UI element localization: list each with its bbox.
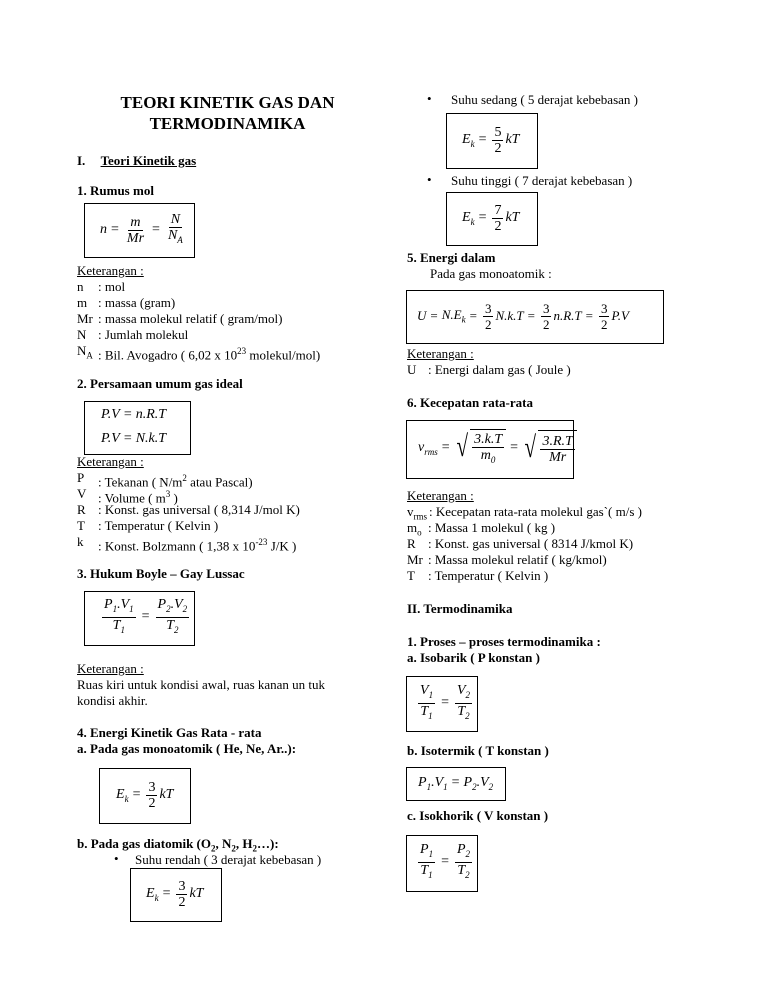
energi-dalam-sub: Pada gas monoatomik : [430, 266, 552, 281]
rumus-mol-heading: 1. Rumus mol [77, 183, 154, 198]
ket1-row: m : massa (gram) [77, 295, 176, 310]
gas-ideal-heading: 2. Persamaan umum gas ideal [77, 376, 243, 391]
bullet-icon: • [427, 91, 432, 106]
isokhorik-formula: $\frac{P_1}{T_1}$ = $\frac{P_2}{T_2}$ [420, 841, 471, 880]
ket2-row: V : Volume ( $m^3$ ) [77, 486, 178, 506]
section-1-heading [77, 153, 196, 169]
ek-heading: 4. Energi Kinetik Gas Rata - rata [77, 725, 262, 740]
section-1-number: I. [77, 153, 86, 168]
suhu-tinggi-label: Suhu tinggi ( 7 derajat kebebasan ) [451, 173, 633, 188]
isobarik-heading: a. Isobarik ( P konstan ) [407, 650, 540, 665]
vrms-formula: $v_{rms}$ = √ $\frac{3.k.T}{m_0}$ = √ $\frac{3.R.T}{Mr}$ [418, 425, 577, 471]
ek-mono-formula: $E_k$ = $\frac{3}{2}$ kT [116, 779, 174, 811]
energi-dalam-heading: 5. Energi dalam [407, 250, 496, 265]
energi-dalam-formula: U = $N.E_k$ = $\frac{3}{2}$ N.k.T = $\frac{3}{2}$ n.R.T = $\frac{3}{2}$ P.V [417, 300, 629, 332]
gas-ideal-formula-1: P.V = n.R.T [101, 407, 167, 422]
boyle-formula: $\frac{P_1.V_1}{T_1}$ = $\frac{P_2.V_2}{T_2}$ [104, 596, 188, 635]
page-title [75, 92, 380, 134]
suhu-sedang-label: Suhu sedang ( 5 derajat kebebasan ) [451, 92, 638, 107]
keterangan-3-label: Keterangan : [77, 661, 144, 676]
bullet-icon: • [114, 851, 119, 866]
ket6-row: $v_{rms}$ : Kecepatan rata-rata molekul gas`( m/s ) [407, 504, 642, 522]
ket5-row: U : Energi dalam gas ( Joule ) [407, 362, 571, 377]
ket2-row: k : Konst. Bolzmann ( 1,38 x $10^{-23}$ J/K ) [77, 534, 297, 554]
vrms-heading: 6. Kecepatan rata-rata [407, 395, 533, 410]
ket2-row: P : Tekanan ( $N/m^2$ atau Pascal) [77, 470, 253, 490]
ek-sedang-formula: $E_k$ = $\frac{5}{2}$ kT [462, 124, 520, 156]
isotermik-heading: b. Isotermik ( T konstan ) [407, 743, 549, 758]
isokhorik-heading: c. Isokhorik ( V konstan ) [407, 808, 549, 823]
section-1-label: Teori Kinetik gas [100, 153, 197, 168]
title-line-2: TERMODINAMIKA [149, 114, 306, 133]
ek-tinggi-formula: $E_k$ = $\frac{7}{2}$ kT [462, 202, 520, 234]
ket6-row: Mr : Massa molekul relatif ( kg/kmol) [407, 552, 607, 567]
keterangan-6-label: Keterangan : [407, 488, 474, 503]
ket6-row: R : Konst. gas universal ( 8314 J/kmol K) [407, 536, 634, 551]
isotermik-formula: $P_1.V_1$ = $P_2.V_2$ [418, 774, 494, 792]
suhu-rendah-label: Suhu rendah ( 3 derajat kebebasan ) [135, 852, 322, 867]
bullet-icon: • [427, 172, 432, 187]
ket1-row: N : Jumlah molekul [77, 327, 189, 342]
ket3-line-2: kondisi akhir. [77, 693, 148, 708]
boyle-heading: 3. Hukum Boyle – Gay Lussac [77, 566, 245, 581]
ek-rendah-formula: $E_k$ = $\frac{3}{2}$ kT [146, 878, 204, 910]
proses-heading: 1. Proses – proses termodinamika : [407, 634, 601, 649]
ket1-row: n : mol [77, 279, 126, 294]
ket6-row: $m_o$ : Massa 1 molekul ( kg ) [407, 520, 556, 538]
title-line-1: TEORI KINETIK GAS DAN [120, 93, 335, 112]
ket3-line-1: Ruas kiri untuk kondisi awal, ruas kanan un tuk [77, 677, 326, 692]
ket6-row: T : Temperatur ( Kelvin ) [407, 568, 549, 583]
ket1-row: Mr : massa molekul relatif ( gram/mol) [77, 311, 283, 326]
gas-ideal-formula-2: P.V = N.k.T [101, 431, 167, 446]
section-2-heading: II. Termodinamika [407, 601, 513, 616]
keterangan-5-label: Keterangan : [407, 346, 474, 361]
ek-sub-b: b. Pada gas diatomik ($O_2$, $N_2$, $H_2\dots$): [77, 836, 279, 854]
isobarik-formula: $\frac{V_1}{T_1}$ = $\frac{V_2}{T_2}$ [420, 682, 471, 721]
ket1-row: $N_A$ : Bil. Avogadro ( 6,02 x $10^{23}$ molekul/mol) [77, 343, 321, 363]
rumus-mol-formula: n = $\frac{m}{Mr}$ = $\frac{N}{N_A}$ [100, 212, 183, 246]
ket2-row: T : Temperatur ( Kelvin ) [77, 518, 219, 533]
keterangan-1-label: Keterangan : [77, 263, 144, 278]
ket2-row: R : Konst. gas universal ( 8,314 J/mol K) [77, 502, 300, 517]
keterangan-2-label: Keterangan : [77, 454, 144, 469]
ek-sub-a: a. Pada gas monoatomik ( He, Ne, Ar..): [77, 741, 297, 756]
